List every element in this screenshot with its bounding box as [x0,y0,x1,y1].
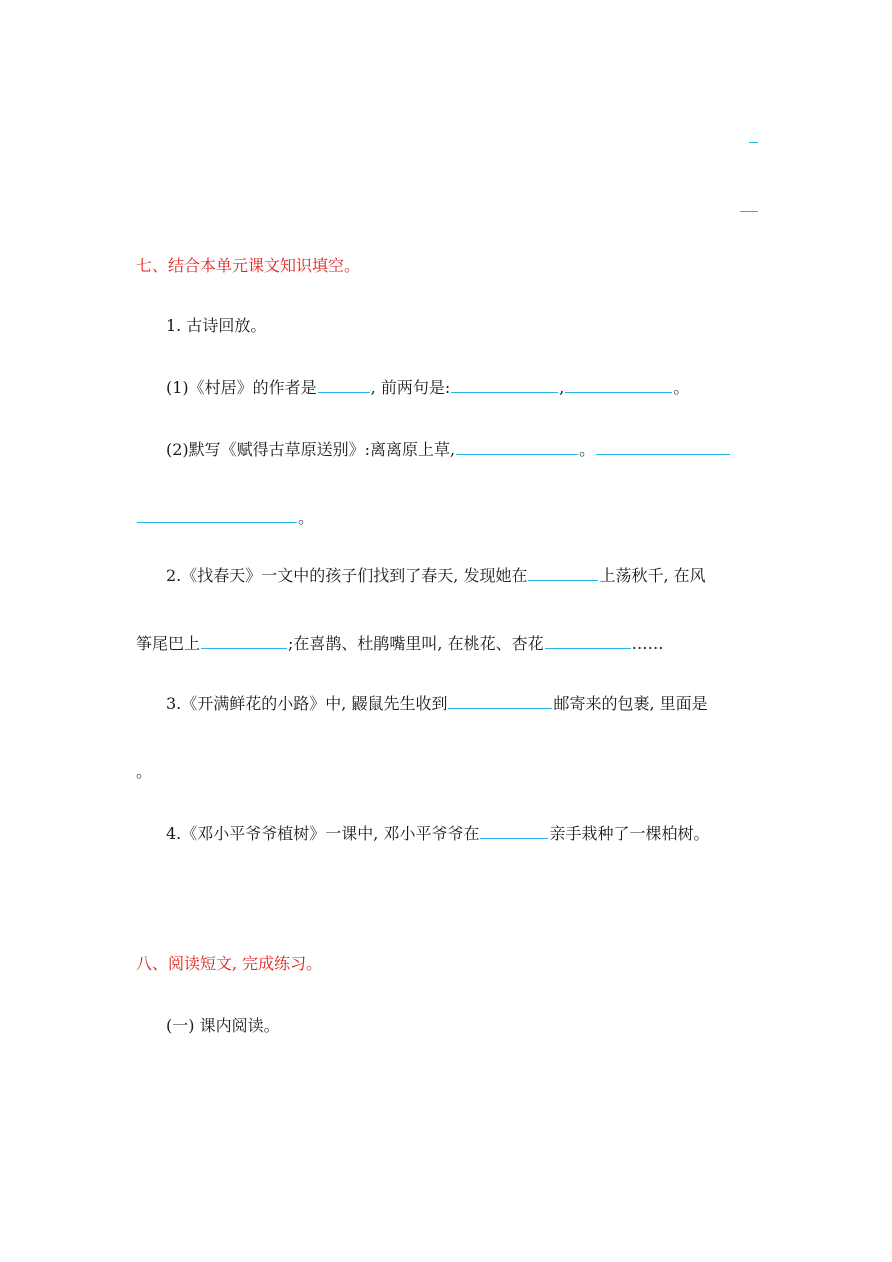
answer-blank[interactable] [318,374,370,393]
question-text: 。 [673,378,690,397]
question-text: 上荡秋千, 在风 [599,566,706,585]
question-1-title [166,314,266,338]
question-3 [166,690,708,716]
question-1-title-text: 1. 古诗回放。 [166,316,267,335]
section-7-heading-text: 七、结合本单元课文知识填空。 [136,256,361,275]
answer-blank[interactable] [596,436,730,455]
answer-blank[interactable] [201,630,287,649]
answer-blank[interactable] [740,211,758,212]
question-text: …… [631,634,664,653]
section-7-heading [136,254,360,278]
question-text: 。 [298,508,315,527]
question-text: 筝尾巴上 [136,634,201,653]
question-text: 3.《开满鲜花的小路》中, 鼹鼠先生收到 [166,694,448,713]
answer-blank[interactable] [528,562,598,581]
question-2 [166,562,706,588]
answer-blank[interactable] [749,142,758,143]
question-4 [166,820,709,846]
question-text: 2.《找春天》一文中的孩子们找到了春天, 发现她在 [166,566,528,585]
question-text: (2)默写《赋得古草原送别》:离离原上草, [166,440,456,459]
question-text: , 前两句是: [370,378,451,397]
section-8-heading-text: 八、阅读短文, 完成练习。 [136,954,323,973]
question-text: , [559,378,565,397]
question-text: 。 [136,762,153,781]
section-8-subheading [166,1014,280,1038]
answer-blank[interactable] [456,436,578,455]
question-text: 。 [579,440,596,459]
answer-blank[interactable] [451,374,558,393]
answer-blank[interactable] [480,820,548,839]
section-8-subheading-text: (一) 课内阅读。 [166,1016,280,1035]
question-text: 亲手栽种了一棵柏树。 [549,824,710,843]
question-text: 邮寄来的包裹, 里面是 [553,694,708,713]
section-8-heading [136,952,322,976]
answer-blank[interactable] [545,630,631,649]
answer-blank[interactable] [137,504,297,523]
question-1-part-2-continued [136,504,314,530]
answer-blank[interactable] [565,374,672,393]
question-text: ;在喜鹊、杜鹃嘴里叫, 在桃花、杏花 [288,634,544,653]
question-1-part-1 [166,374,689,400]
question-text: 4.《邓小平爷爷植树》一课中, 邓小平爷爷在 [166,824,480,843]
question-1-part-2 [166,436,731,462]
question-2-continued [136,630,664,656]
question-3-continued [136,760,152,784]
question-text: (1)《村居》的作者是 [166,378,317,397]
answer-blank[interactable] [448,690,552,709]
